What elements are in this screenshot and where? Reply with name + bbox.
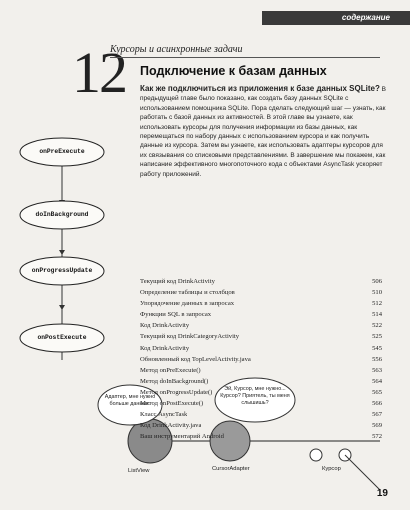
toc-label: Обновленный код TopLevelActivity.java <box>140 355 251 363</box>
flow-arrow-3 <box>59 305 65 310</box>
intro-lead: Как же подключиться из приложения к базе данных SQLite? <box>140 84 380 93</box>
toc-row[interactable] <box>140 365 382 376</box>
flow-label-1: onPreExecute <box>39 148 85 155</box>
toc-page: 545 <box>372 344 382 352</box>
flow-arrow-2 <box>59 250 65 255</box>
toc-row[interactable] <box>140 309 382 320</box>
toc-row[interactable] <box>140 287 382 298</box>
toc-page: 506 <box>372 278 382 285</box>
flow-label-2: doInBackground <box>35 211 89 218</box>
toc-row[interactable] <box>140 420 382 431</box>
toc-label: Определение таблицы и столбцов <box>140 289 235 297</box>
intro-body: В предыдущей главе было показано, как создать базу данных SQLite с использованием помощника SQLite. Пора сделать следующий шаг — узнать, как работать с базой данных из активностей. В этой главе вы узнаете, как использовать курсоры для получения информации из базы данных, как перемещаться по набору данных с использованием курсора и как получить данные из курсора. Затем вы узнаете, как использовать адаптеры курсоров для их связывания со списковыми представлениями. В завершение мы покажем, как написание эффективного многопоточного кода с объектами AsyncTask ускоряет работу приложений. <box>140 86 386 178</box>
toc-label: Класс AsyncTask <box>140 411 188 419</box>
toc-label: Метод doInBackground() <box>140 377 209 385</box>
toc-label: Метод onPostExecute() <box>140 400 204 408</box>
toc-page: 569 <box>372 422 382 430</box>
toc-row[interactable] <box>140 354 382 365</box>
toc-page: 565 <box>372 388 382 396</box>
caption-cursor: Курсор <box>322 466 341 472</box>
chapter-number: 12 <box>72 40 126 105</box>
toc-row[interactable] <box>140 320 382 331</box>
cursor-tail <box>345 455 380 490</box>
toc-page: 525 <box>372 333 382 341</box>
toc-label: Метод onPreExecute() <box>140 366 201 374</box>
flow-label-3: onProgressUpdate <box>31 267 93 274</box>
toc-row[interactable] <box>140 298 382 309</box>
caption-adapter: CursorAdapter <box>212 466 250 472</box>
page-number: 19 <box>376 488 388 499</box>
flow-label-4: onPostExecute <box>37 334 87 341</box>
toc-row[interactable] <box>140 276 382 287</box>
toc-page: 564 <box>372 377 382 385</box>
caption-listview: ListView <box>128 468 150 474</box>
toc-label: Ваш инструментарий Android <box>140 433 224 441</box>
toc-page: 572 <box>372 433 382 441</box>
toc-row[interactable] <box>140 343 382 354</box>
toc-label: Функции SQL в запросах <box>140 311 212 319</box>
toc-page: 522 <box>372 322 382 330</box>
toc-page: 566 <box>372 400 382 408</box>
toc-label: Текущий код DrinkCategoryActivity <box>140 333 240 341</box>
toc-row[interactable] <box>140 331 382 342</box>
toc-row[interactable] <box>140 431 382 442</box>
right-bubble-text: Эй, Курсор, мне нужно... Курсор? Приятель, ты меня слышишь? <box>220 386 290 406</box>
toc-row[interactable] <box>140 409 382 420</box>
toc-page: 514 <box>372 311 382 319</box>
cursor-node-left <box>310 449 322 461</box>
toc-page: 563 <box>372 366 382 374</box>
toc-label: Код DrinkActivity <box>140 322 190 330</box>
chapter-title: Подключение к базам данных <box>140 64 327 78</box>
toc-label: Код DrinkActivity <box>140 344 190 352</box>
left-bubble-text: Адаптер, мне нужно больше данных. <box>104 394 156 407</box>
toc-page: 510 <box>372 289 382 297</box>
toc-label: Метод onProgressUpdate() <box>140 388 213 396</box>
chapter-subtitle: Курсоры и асинхронные задачи <box>110 44 243 55</box>
toc-label: Упорядочение данных в запросах <box>140 300 235 308</box>
toc-page: 512 <box>372 300 382 308</box>
toc-page: 567 <box>372 411 382 419</box>
toc-page: 556 <box>372 355 382 363</box>
table-of-contents <box>140 276 382 442</box>
toc-label: Код DrinkActivity.java <box>140 422 202 430</box>
toc-label: Текущий код DrinkActivity <box>140 278 215 285</box>
section-header-label: содержание <box>341 13 390 22</box>
